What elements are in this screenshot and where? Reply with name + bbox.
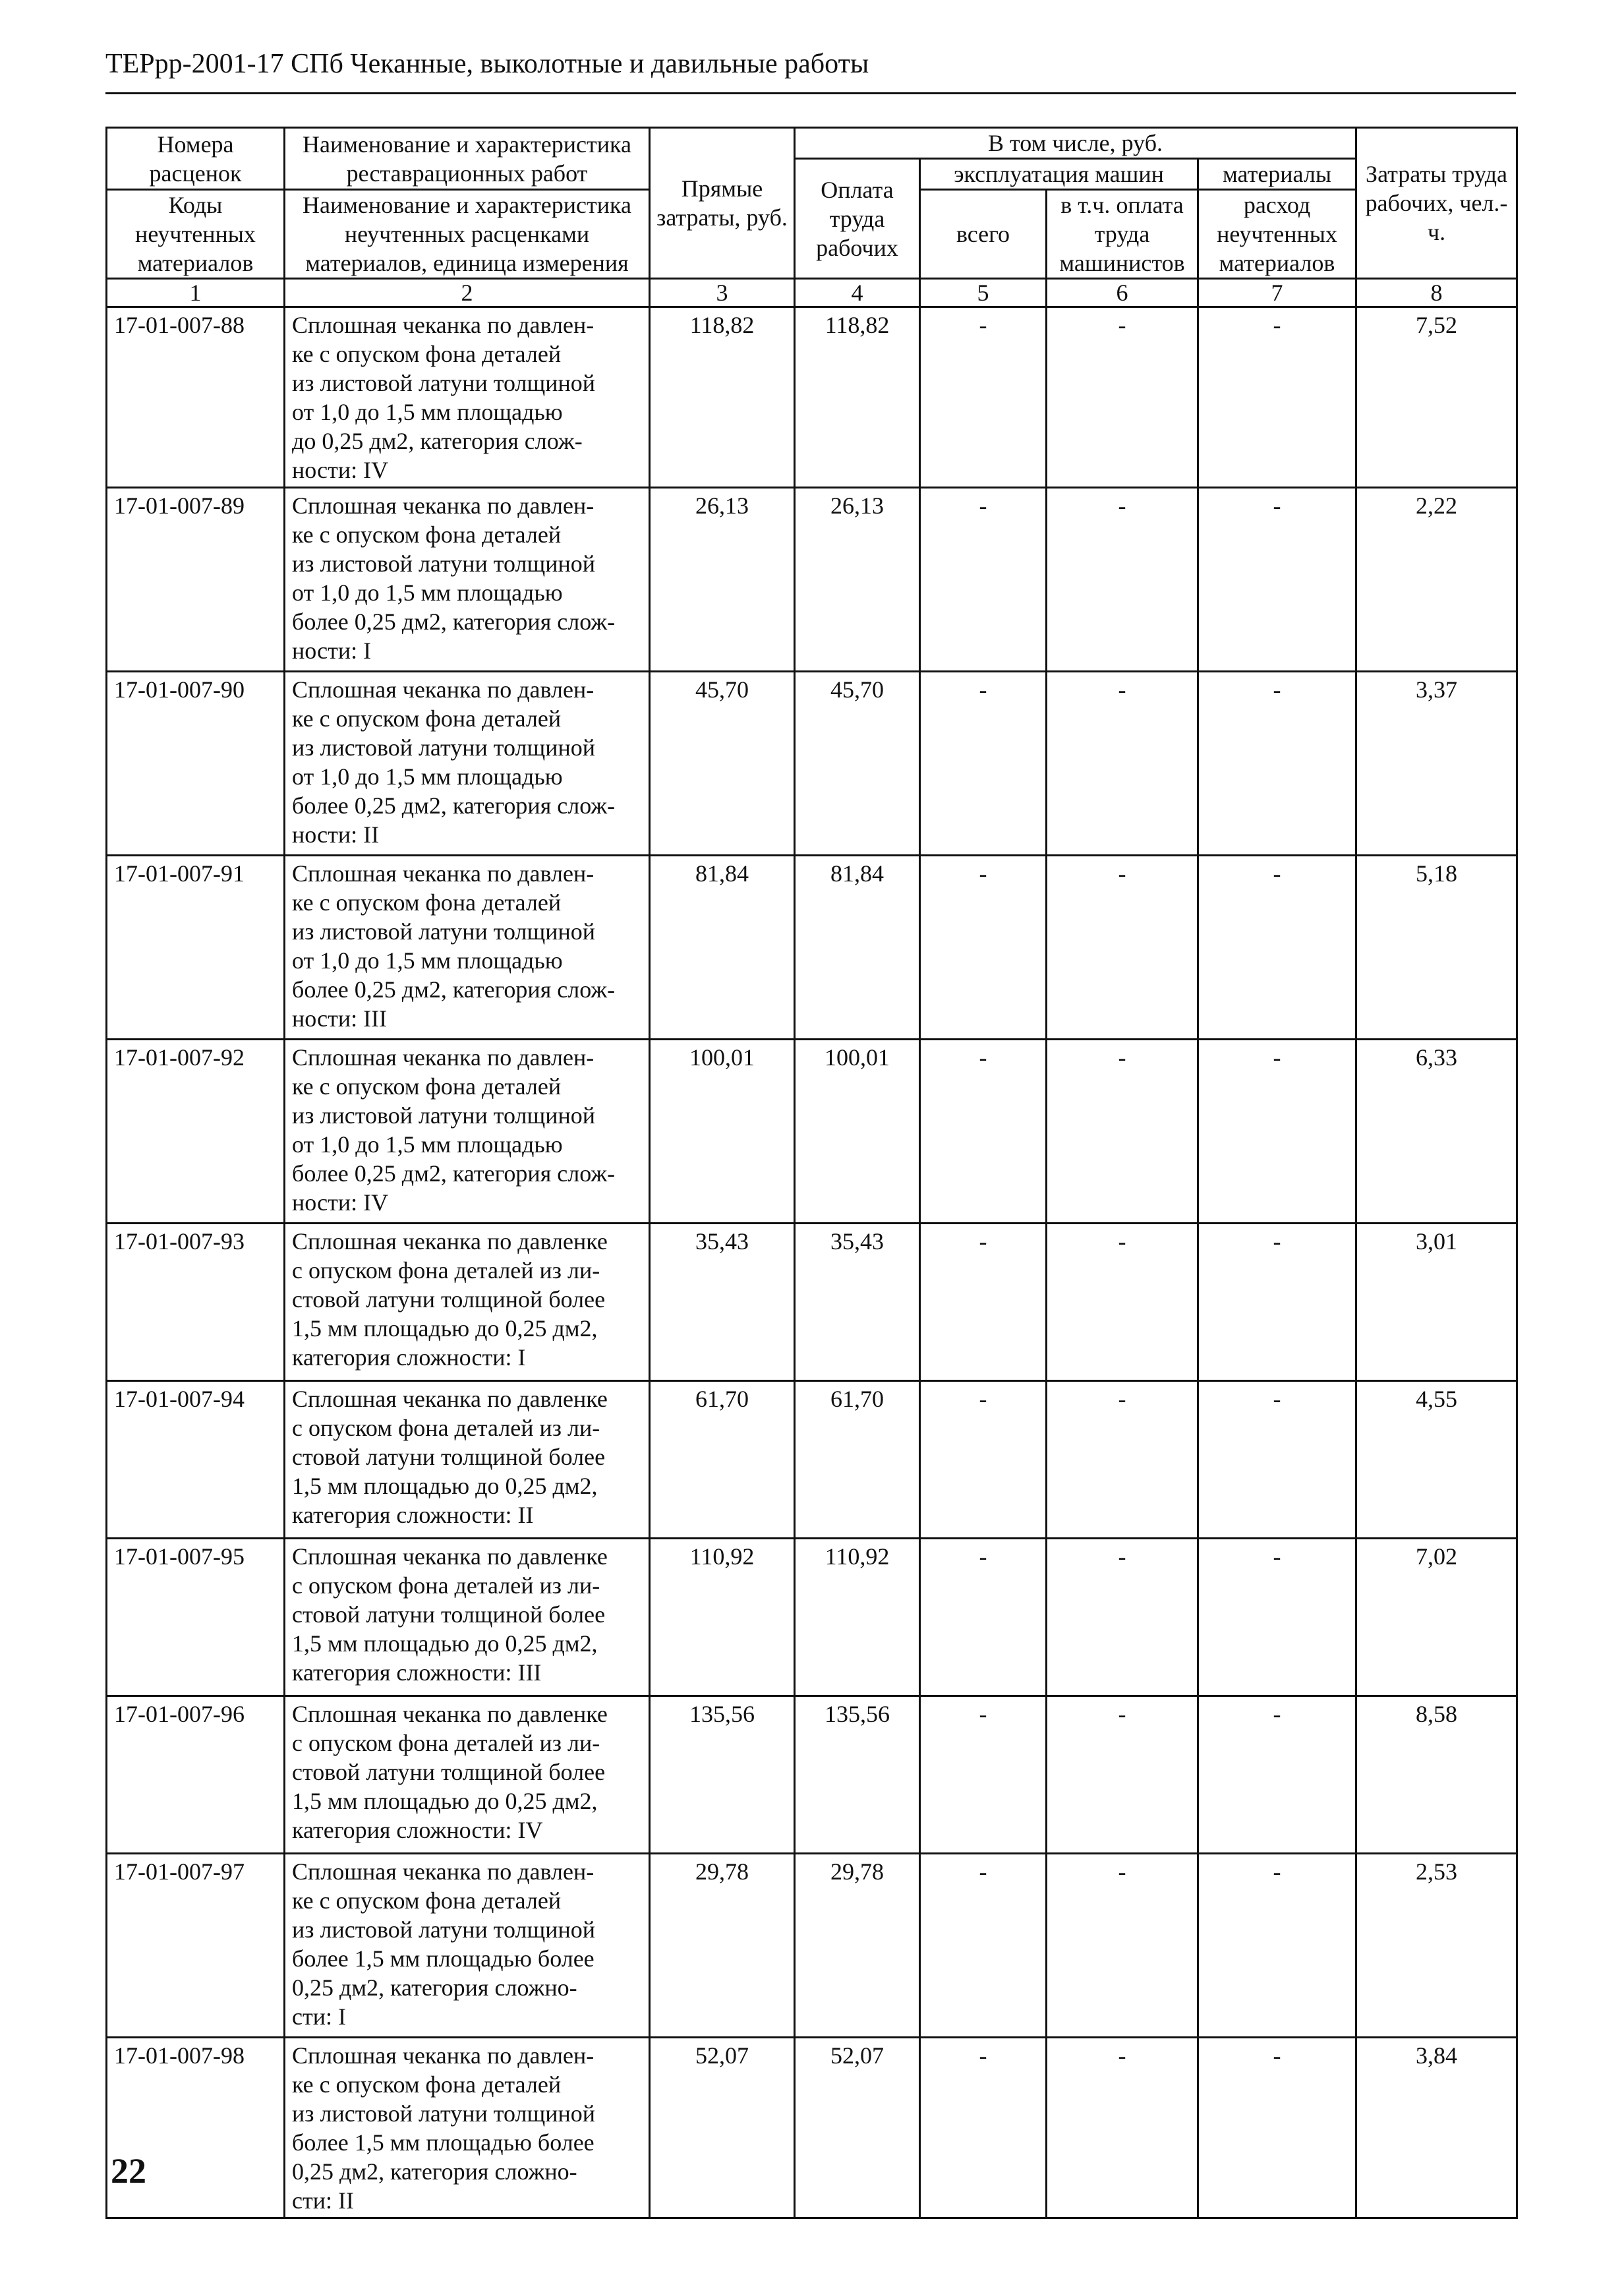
materials-value: - [1198,2038,1356,2218]
direct-costs-value: 26,13 [650,488,795,672]
description-line: ке с опуском фона деталей [292,1887,562,1914]
description-line: категория сложности: I [292,1344,526,1371]
table-body [107,307,1517,2218]
description-line: от 1,0 до 1,5 мм площадью [292,399,563,425]
labor-value: 7,02 [1356,1539,1517,1696]
table-row [107,1539,1517,1696]
description-line: ке с опуском фона деталей [292,341,562,367]
page-header-title: ТЕРрр-2001-17 СПб Чеканные, выколотные и давильные работы [105,49,869,79]
machine-total-value: - [920,307,1047,488]
table-row [107,1381,1517,1539]
header-rule [105,92,1516,94]
description-line: из листовой латуни толщиной [292,370,596,396]
direct-costs-value: 110,92 [650,1539,795,1696]
table-header [107,128,1517,307]
labor-value: 2,22 [1356,488,1517,672]
column-number: 2 [285,279,650,307]
labor-value: 3,01 [1356,1224,1517,1381]
description-line: ке с опуском фона деталей [292,889,562,916]
machine-total-value: - [920,1040,1047,1224]
machine-operator-pay-value: - [1047,672,1198,856]
description-line: сти: II [292,2187,354,2214]
description-line: от 1,0 до 1,5 мм площадью [292,763,563,790]
table-row [107,1696,1517,1854]
machine-operator-pay-value: - [1047,1854,1198,2038]
direct-costs-value: 61,70 [650,1381,795,1539]
description-line: стовой латуни толщиной более [292,1759,606,1785]
column-number: 6 [1047,279,1198,307]
worker-pay-value: 61,70 [795,1381,920,1539]
labor-value: 2,53 [1356,1854,1517,2038]
description-line: стовой латуни толщиной более [292,1444,606,1470]
description-line: из листовой латуни толщиной [292,918,596,945]
materials-value: - [1198,856,1356,1040]
rate-code: 17-01-007-89 [107,488,285,672]
worker-pay-value: 118,82 [795,307,920,488]
machine-operator-pay-value: - [1047,1381,1198,1539]
description-line: более 0,25 дм2, категория слож- [292,792,616,819]
labor-value: 4,55 [1356,1381,1517,1539]
description-line: 1,5 мм площадью до 0,25 дм2, [292,1315,598,1342]
rates-table [105,127,1518,2219]
direct-costs-value: 52,07 [650,2038,795,2218]
labor-value: 6,33 [1356,1040,1517,1224]
header-including: В том числе, руб. [795,128,1356,159]
direct-costs-value: 45,70 [650,672,795,856]
machine-total-value: - [920,2038,1047,2218]
rate-description [285,856,650,1040]
description-line: Сплошная чеканка по давлен- [292,492,594,519]
machine-total-value: - [920,1381,1047,1539]
description-line: Сплошная чеканка по давлен- [292,312,594,338]
description-line: стовой латуни толщиной более [292,1601,606,1628]
description-line: с опуском фона деталей из ли- [292,1415,600,1441]
description-line: от 1,0 до 1,5 мм площадью [292,579,563,606]
rate-code: 17-01-007-91 [107,856,285,1040]
machine-operator-pay-value: - [1047,1224,1198,1381]
labor-value: 3,84 [1356,2038,1517,2218]
description-line: более 0,25 дм2, категория слож- [292,608,616,635]
materials-value: - [1198,1224,1356,1381]
labor-value: 3,37 [1356,672,1517,856]
worker-pay-value: 135,56 [795,1696,920,1854]
rate-description [285,1854,650,2038]
direct-costs-value: 135,56 [650,1696,795,1854]
header-worker-pay: Оплата труда рабочих [795,159,920,279]
rate-code: 17-01-007-98 [107,2038,285,2218]
description-line: Сплошная чеканка по давленке [292,1228,608,1255]
machine-total-value: - [920,672,1047,856]
description-line: более 0,25 дм2, категория слож- [292,1160,616,1187]
worker-pay-value: 35,43 [795,1224,920,1381]
materials-value: - [1198,488,1356,672]
header-name-bottom: Наименование и характеристика неучтенных расценками материалов, единица измерения [285,190,650,279]
machine-operator-pay-value: - [1047,856,1198,1040]
table-row [107,1854,1517,2038]
machine-operator-pay-value: - [1047,1539,1198,1696]
direct-costs-value: 29,78 [650,1854,795,2038]
materials-value: - [1198,672,1356,856]
table-row [107,672,1517,856]
table-row [107,1224,1517,1381]
rate-code: 17-01-007-90 [107,672,285,856]
column-number: 8 [1356,279,1517,307]
worker-pay-value: 100,01 [795,1040,920,1224]
description-line: от 1,0 до 1,5 мм площадью [292,947,563,974]
machine-operator-pay-value: - [1047,488,1198,672]
rate-description [285,1381,650,1539]
description-line: сти: I [292,2003,346,2030]
table-row [107,856,1517,1040]
header-codes-top: Номера расценок [107,128,285,190]
description-line: 1,5 мм площадью до 0,25 дм2, [292,1630,598,1657]
description-line: ности: III [292,1005,388,1032]
materials-value: - [1198,1696,1356,1854]
description-line: из листовой латуни толщиной [292,2100,596,2127]
machine-total-value: - [920,1854,1047,2038]
column-number: 3 [650,279,795,307]
description-line: ке с опуском фона деталей [292,2071,562,2098]
worker-pay-value: 29,78 [795,1854,920,2038]
worker-pay-value: 81,84 [795,856,920,1040]
description-line: Сплошная чеканка по давлен- [292,2042,594,2069]
rate-code: 17-01-007-88 [107,307,285,488]
description-line: 0,25 дм2, категория сложно- [292,2158,577,2185]
direct-costs-value: 118,82 [650,307,795,488]
description-line: Сплошная чеканка по давлен- [292,1858,594,1885]
description-line: 0,25 дм2, категория сложно- [292,1974,577,2001]
column-number: 4 [795,279,920,307]
labor-value: 5,18 [1356,856,1517,1040]
description-line: ке с опуском фона деталей [292,705,562,732]
rate-description [285,307,650,488]
header-materials: материалы [1198,159,1356,190]
machine-operator-pay-value: - [1047,2038,1198,2218]
description-line: из листовой латуни толщиной [292,550,596,577]
materials-value: - [1198,1381,1356,1539]
machine-total-value: - [920,1696,1047,1854]
materials-value: - [1198,1854,1356,2038]
description-line: ке с опуском фона деталей [292,1073,562,1100]
header-labor: Затраты труда рабочих, чел.-ч. [1356,128,1517,279]
rate-description [285,1539,650,1696]
worker-pay-value: 52,07 [795,2038,920,2218]
rate-code: 17-01-007-94 [107,1381,285,1539]
description-line: категория сложности: II [292,1502,534,1528]
description-line: Сплошная чеканка по давлен- [292,1044,594,1071]
description-line: 1,5 мм площадью до 0,25 дм2, [292,1473,598,1499]
direct-costs-value: 100,01 [650,1040,795,1224]
description-line: ности: IV [292,1189,389,1216]
rate-description [285,672,650,856]
page-number: 22 [111,2151,146,2191]
machine-operator-pay-value: - [1047,307,1198,488]
rate-description [285,2038,650,2218]
description-line: ности: II [292,821,380,848]
header-machine-ops: эксплуатация машин [920,159,1198,190]
description-line: более 1,5 мм площадью более [292,2129,594,2156]
machine-operator-pay-value: - [1047,1696,1198,1854]
materials-value: - [1198,1040,1356,1224]
header-machine-operator-pay: в т.ч. оплата труда машинистов [1047,190,1198,279]
materials-value: - [1198,1539,1356,1696]
description-line: до 0,25 дм2, категория слож- [292,428,583,454]
header-codes-bottom: Коды неучтенных материалов [107,190,285,279]
rate-code: 17-01-007-97 [107,1854,285,2038]
machine-total-value: - [920,488,1047,672]
rate-code: 17-01-007-95 [107,1539,285,1696]
description-line: с опуском фона деталей из ли- [292,1572,600,1599]
column-numbers-row [107,279,1517,307]
labor-value: 7,52 [1356,307,1517,488]
rate-code: 17-01-007-92 [107,1040,285,1224]
column-number: 7 [1198,279,1356,307]
rate-description [285,1040,650,1224]
description-line: из листовой латуни толщиной [292,1916,596,1943]
description-line: с опуском фона деталей из ли- [292,1730,600,1756]
machine-total-value: - [920,1539,1047,1696]
machine-total-value: - [920,856,1047,1040]
description-line: более 0,25 дм2, категория слож- [292,976,616,1003]
description-line: Сплошная чеканка по давленке [292,1543,608,1570]
header-materials-consumption: расход неучтенных материалов [1198,190,1356,279]
description-line: категория сложности: III [292,1659,542,1686]
direct-costs-value: 35,43 [650,1224,795,1381]
description-line: ности: I [292,637,372,664]
description-line: Сплошная чеканка по давлен- [292,676,594,703]
description-line: ке с опуском фона деталей [292,521,562,548]
description-line: Сплошная чеканка по давлен- [292,860,594,887]
machine-total-value: - [920,1224,1047,1381]
description-line: Сплошная чеканка по давленке [292,1701,608,1727]
rate-description [285,1696,650,1854]
rate-code: 17-01-007-96 [107,1696,285,1854]
rate-description [285,488,650,672]
description-line: из листовой латуни толщиной [292,1102,596,1129]
description-line: категория сложности: IV [292,1817,543,1843]
rate-description [285,1224,650,1381]
machine-operator-pay-value: - [1047,1040,1198,1224]
worker-pay-value: 26,13 [795,488,920,672]
table-row [107,1040,1517,1224]
table-row [107,307,1517,488]
column-number: 1 [107,279,285,307]
materials-value: - [1198,307,1356,488]
column-number: 5 [920,279,1047,307]
worker-pay-value: 110,92 [795,1539,920,1696]
table-row [107,2038,1517,2218]
table-row [107,488,1517,672]
header-name-top: Наименование и характеристика реставрационных работ [285,128,650,190]
description-line: стовой латуни толщиной более [292,1286,606,1313]
description-line: ности: IV [292,457,389,483]
description-line: с опуском фона деталей из ли- [292,1257,600,1284]
header-machine-total: всего [920,190,1047,279]
header-direct-costs: Прямые затраты, руб. [650,128,795,279]
description-line: более 1,5 мм площадью более [292,1945,594,1972]
description-line: 1,5 мм площадью до 0,25 дм2, [292,1788,598,1814]
description-line: от 1,0 до 1,5 мм площадью [292,1131,563,1158]
rate-code: 17-01-007-93 [107,1224,285,1381]
labor-value: 8,58 [1356,1696,1517,1854]
worker-pay-value: 45,70 [795,672,920,856]
direct-costs-value: 81,84 [650,856,795,1040]
description-line: Сплошная чеканка по давленке [292,1386,608,1412]
description-line: из листовой латуни толщиной [292,734,596,761]
